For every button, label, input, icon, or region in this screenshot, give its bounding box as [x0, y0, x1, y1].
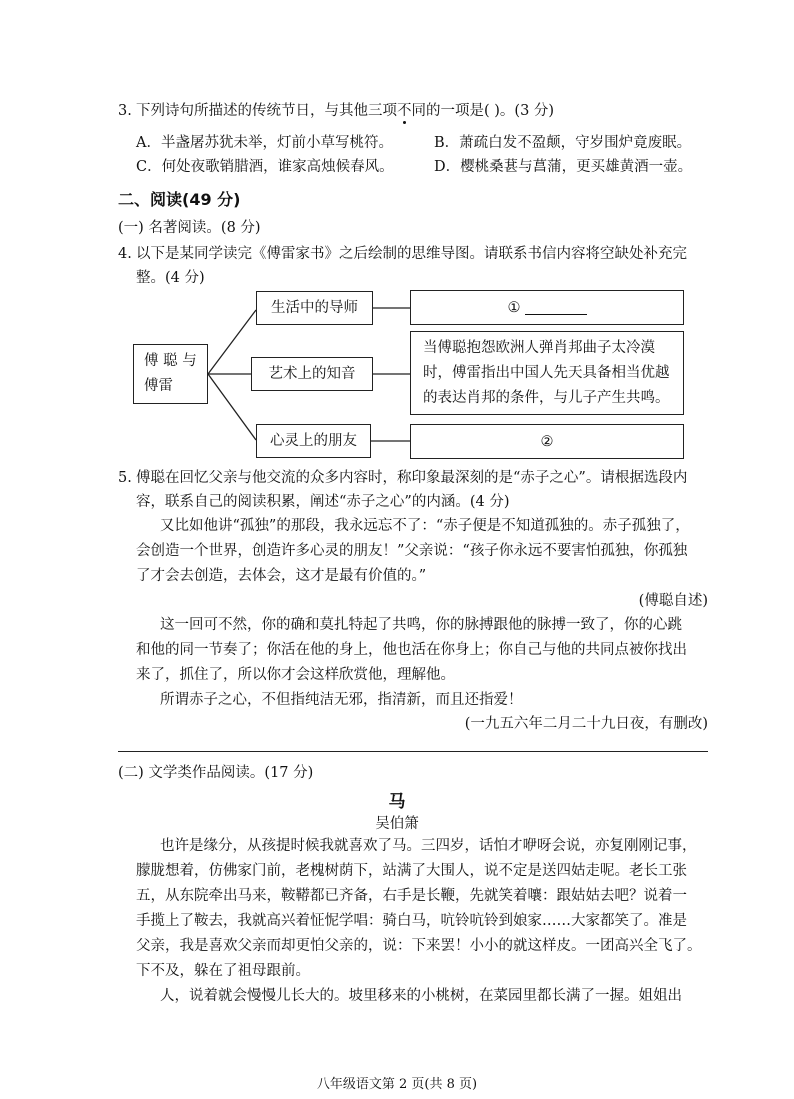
excerpt2-line: 和他的同一节奏了；你活在他的身上，他也活在你身上；你自己与他的共同点被你找出 — [136, 642, 687, 658]
mindmap-branch-soul: 心灵上的朋友 — [256, 424, 371, 458]
section-title-reading: 二、阅读(49 分) — [118, 190, 241, 209]
excerpt2-line: 来了，抓住了，所以你才会这样欣赏他，理解他。 — [136, 667, 455, 683]
excerpt1-source: (傅聪自述) — [638, 593, 708, 609]
q3-option-b: B．萧疏白发不盈颠，守岁围炉竟废眠。 — [434, 135, 692, 151]
part1-heading: (一) 名著阅读。(8 分) — [118, 220, 261, 236]
q3-number: 3. — [118, 103, 132, 119]
article-line: 朦胧想着，仿佛家门前，老槐树荫下，站满了大围人，说不定是送四姑走呢。老长工张 — [136, 863, 687, 879]
q4-number: 4. — [118, 246, 132, 262]
mindmap-answer-blank-1[interactable]: ① — [410, 290, 684, 325]
mindmap-answer-artistic: 当傅聪抱怨欧洲人弹肖邦曲子太冷漠 时，傅雷指出中国人先天具备相当优越 的表达肖邦的条件，与儿子产生共鸣。 — [410, 331, 684, 415]
emphasis-dot-char: 不 — [397, 103, 412, 119]
q3-option-d: D．樱桃桑葚与菖蒲，更买雄黄酒一壶。 — [434, 159, 693, 175]
q5-number: 5. — [118, 470, 132, 486]
part2-heading: (二) 文学类作品阅读。(17 分) — [118, 765, 314, 781]
q4-line2: 整。(4 分) — [136, 270, 205, 286]
q3-option-a: A．半盏屠苏犹未举，灯前小草写桃符。 — [136, 135, 393, 151]
q4-line1: 以下是某同学读完《傅雷家书》之后绘制的思维导图。请联系书信内容将空缺处补充完 — [136, 246, 687, 262]
article-title: 马 — [388, 792, 406, 812]
article-line: 父亲，我是喜欢父亲而却更怕父亲的，说：下来罢！小小的就这样皮。一团高兴全飞了。 — [136, 938, 702, 954]
mindmap-root: 傅 聪 与 傅雷 — [133, 344, 208, 404]
q5-line1: 傅聪在回忆父亲与他交流的众多内容时，称印象最深刻的是“赤子之心”。请根据选段内 — [136, 470, 688, 486]
excerpt2-line: 这一回可不然，你的确和莫扎特起了共鸣，你的脉搏跟他的脉搏一致了，你的心跳 — [160, 617, 682, 633]
excerpt2-source: (一九五六年二月二十九日夜，有删改) — [464, 716, 708, 732]
q3-stem: 下列诗句所描述的传统节日，与其他三项不同的一项是( )。(3 分) — [136, 103, 555, 119]
article-line: 手揽上了鞍去，我就高兴着怔怩学唱：骑白马，吭铃吭铃到娘家……大家都笑了。准是 — [136, 913, 687, 929]
excerpt1-line: 会创造一个世界，创造许多心灵的朋友！”父亲说：“孩子你永远不要害怕孤独，你孤独 — [136, 543, 688, 559]
mindmap-branch-artistic: 艺术上的知音 — [251, 357, 373, 391]
excerpt1-line: 了才会去创造，去体会，这才是最有价值的。” — [136, 568, 427, 584]
mindmap-branch-mentor: 生活中的导师 — [256, 291, 373, 325]
article-line: 下不及，躲在了祖母跟前。 — [136, 963, 310, 979]
article-line: 人，说着就会慢慢儿长大的。坡里移来的小桃树，在菜园里都长满了一握。姐姐出 — [160, 988, 682, 1004]
section-divider — [118, 751, 708, 752]
q5-line2: 容，联系自己的阅读积累，阐述“赤子之心”的内涵。(4 分) — [136, 494, 510, 510]
page-footer: 八年级语文第 2 页(共 8 页) — [316, 1077, 478, 1092]
excerpt1-line: 又比如他讲“孤独”的那段，我永远忘不了：“赤子便是不知道孤独的。赤子孤独了， — [160, 518, 690, 534]
answer-underline — [525, 300, 587, 315]
q3-option-c: C．何处夜歌销腊酒，谁家高烛候春风。 — [136, 159, 394, 175]
excerpt2-line: 所谓赤子之心，不但指纯洁无邪，指清新，而且还指爱！ — [160, 692, 523, 708]
article-line: 也许是缘分，从孩提时候我就喜欢了马。三四岁，话怕才咿呀会说，亦复刚刚记事， — [160, 838, 697, 854]
mindmap-answer-blank-2[interactable]: ② — [410, 424, 684, 459]
article-line: 五，从东院牵出马来，鞍鞯都已齐备，右手是长鞭，先就笑着嚷：跟姑姑去吧？说着一 — [136, 888, 687, 904]
article-author: 吴伯箫 — [375, 816, 419, 832]
